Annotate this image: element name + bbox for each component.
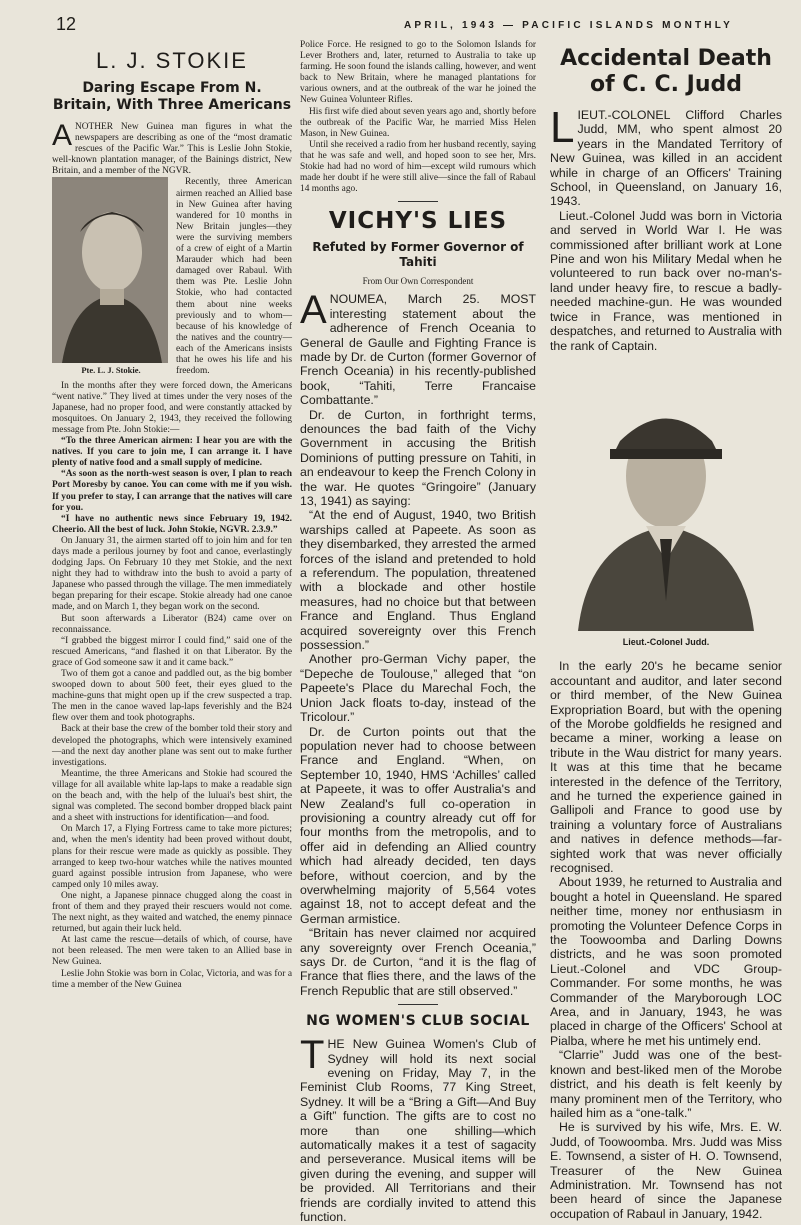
judd-photo-caption: Lieut.-Colonel Judd. bbox=[622, 636, 710, 647]
judd-article bbox=[550, 103, 782, 1221]
stokie-paragraph: Meantime, the three Americans and Stokie had scoured the village for all available white lap-laps to make a readable sign on the beach and, with the help of the luluai's best shirt, the signal was completed. The second bomber dropped black paint and a sheet with instructions for identification—and food. bbox=[52, 768, 292, 824]
stokie-title: L. J. STOKIE bbox=[96, 48, 248, 73]
judd-paragraph: IEUT.-COLONEL Clifford Charles Judd, MM, who spent almost 20 years in the Mandated Territory of New Guinea, was killed in an accident while in charge of an Officers' Training School, in Queensland, on January 16, 1943. bbox=[550, 108, 782, 209]
judd-paragraph: “Clarrie” Judd was one of the best-known and best-liked men of the Morobe district, and his death is felt keenly by many prominent men of the Territory, who hailed him as a “one-talk.” bbox=[550, 1048, 782, 1120]
stokie-drop-cap: A bbox=[52, 119, 73, 152]
vichy-article bbox=[300, 288, 536, 998]
stokie-portrait-photo bbox=[52, 177, 168, 363]
stokie-paragraph: Back at their base the crew of the bomber told their story and developed the photographs, which were intensively examined—and the next day another plane was sent out to make further investigations. bbox=[52, 724, 292, 768]
vichy-drop-cap: A bbox=[300, 288, 327, 333]
stokie-paragraph: Police Force. He resigned to go to the Solomon Islands for Lever Brothers and, later, returned to Australia to take up farming. He soon found the islands calling, however, and went back to New Britain, where he managed plantations for various owners, and at the outbreak of the war he joined the New Guinea Volunteer Rifles. bbox=[300, 40, 536, 106]
section-rule bbox=[398, 1004, 438, 1005]
ng-club-article bbox=[300, 1033, 536, 1225]
column-2 bbox=[300, 40, 536, 1225]
column-1 bbox=[52, 40, 292, 1041]
running-head: APRIL, 1943 — PACIFIC ISLANDS MONTHLY bbox=[404, 20, 733, 31]
stokie-paragraph: His first wife died about seven years ago and, shortly before the outbreak of the Pacific War, he married Miss Helen Mason, in New Guinea. bbox=[300, 106, 536, 139]
stokie-paragraph: Recently, three American airmen reached an Allied base in New Guinea after having wandered for 10 months in New Britain jungles—they were the surviving members of a crew of eight of a Martin Marauder which had been damaged over Rabaul. With them was Pte. Leslie John Stokie, who had contacted them about nine weeks previously and to whom—because of his knowledge of the natives and the country—each of the Americans insists that he owes his life and his freedom. bbox=[176, 177, 292, 377]
stokie-paragraph: On March 17, a Flying Fortress came to take more pictures; and, when the men's identity had been proved without doubt, plans for their rescue were made as quickly as possible. They arranged to keep two-hour watches while the natives mounted guard against possible intrusion from Japanese, who were camped only 10 miles away. bbox=[52, 824, 292, 890]
stokie-paragraph: NOTHER New Guinea man figures in what the newspapers are describing as one of the “most dramatic rescues of the Pacific War.” This is Leslie John Stokie, well-known plantation manager, of the Bainings district, New Britain, and a member of the NGVR. bbox=[52, 122, 292, 177]
vichy-paragraph: NOUMEA, March 25. MOST interesting statement about the adherence of French Oceania to General de Gaulle and Fighting France is made by Dr. de Curton (former Governor of French Oceania) in his recently-published book, “Tahiti, Terre Francaise Combattante.” bbox=[300, 292, 536, 408]
stokie-paragraph: But soon afterwards a Liberator (B24) came over on reconnaissance. bbox=[52, 613, 292, 635]
vichy-paragraph: Another pro-German Vichy paper, the “Depeche de Toulouse,” alleged that “on Papeete's Place du Marechal Foch, the Union Jack floats to-day, instead of the Tricolour.” bbox=[300, 652, 536, 725]
vichy-subtitle: Refuted by Former Governor of Tahiti bbox=[312, 240, 524, 270]
stokie-photo-caption: Pte. L. J. Stokie. bbox=[81, 365, 141, 376]
vichy-paragraph: Dr. de Curton, in forthright terms, denounces the bad faith of the Vichy Government in accusing the British Dominions of putting pressure on Tahiti, in an endeavour to keep the French Colony in the war. He quotes “Gringoire” (January 13, 1941) as saying: bbox=[300, 407, 536, 508]
vichy-correspondent: From Our Own Correspondent bbox=[362, 276, 474, 287]
vichy-paragraph: Dr. de Curton points out that the population never had to choose between France and England. “When, on September 10, 1940, HMS ‘Achilles’ called at Papeete, it was to offer Australia's and New Zealand's full co-operation in provisioning a country already cut off for four months from the metropolis, and to offer aid in defending an Allied country which had already decided, ten days before, without coercion, and by the overwhelming majority of 5,564 votes against 18, not to accept defeat and the German armistice. bbox=[300, 724, 536, 926]
stokie-continuation bbox=[300, 40, 536, 195]
judd-paragraph: In the early 20's he became senior accountant and auditor, and later second or third member, of the New Guinea Expropriation Board, but with the opening of the Morobe goldfields he resigned and became a miner, working a lease on tribute in the Wau district for many years. It was at this time that he became interested in the defence of the Territory, and he turned the experience gained in Gallipoli and France to good use by training a voluntary force of Australians and natives in defence methods—far-sighted work that was never officially recognised. bbox=[550, 659, 782, 875]
stokie-paragraph: Two of them got a canoe and paddled out, as the big bomber swooped down to about 500 feet, their eyes glued to the machine-guns that might open up if the crew suspected a trap. The men in the canoe waved lap-laps feverishly and the B24 flew over them and took photographs. bbox=[52, 669, 292, 724]
stokie-photo-block bbox=[52, 177, 170, 380]
stokie-paragraph: At last came the rescue—details of which, of course, have not been released. The men were taken to an Allied base in New Guinea. bbox=[52, 935, 292, 968]
stokie-paragraph: Leslie John Stokie was born in Colac, Victoria, and was for a time a member of the New Guinea bbox=[52, 968, 292, 990]
judd-paragraph: He is survived by his wife, Mrs. E. W. Judd, of Toowoomba. Mrs. Judd was Miss E. Townsend, a sister of H. O. Townsend, Treasurer of the New Guinea Administration. Mr. Townsend has not been heard of since the Japanese occupation of Rabaul in January, 1942. bbox=[550, 1120, 782, 1221]
stokie-message: “As soon as the north-west season is over, I plan to reach Port Moresby by canoe. You can come with me if you wish. If you prefer to stay, I can arrange that the natives will care for you. bbox=[52, 469, 292, 513]
stokie-subtitle: Daring Escape From N. Britain, With Three Americans bbox=[52, 80, 292, 113]
stokie-paragraph: In the months after they were forced down, the Americans “went native.” They lived at times under the very noses of the Japanese, had no proper food, and were constantly attacked by mosquitoes. On January 2, 1943, they received the following message from Pte. John Stokie:— bbox=[52, 380, 292, 435]
ng-club-paragraph: HE New Guinea Women's Club of Sydney will hold its next social evening on Friday, May 7, in the Feminist Club Rooms, 77 King Street, Sydney. It will be a “Bring a Gift—And Buy a Gift” function. The gifts are to cost no more than one shilling—which automatically makes it a test of sagacity and perseverance. Musical items will be given during the evening, and supper will be provided. All Territorians and their friends are cordially invited to attend this function. bbox=[300, 1037, 536, 1225]
judd-portrait-photo bbox=[568, 361, 764, 631]
judd-paragraph: About 1939, he returned to Australia and bought a hotel in Queensland. He spared neither time, money nor enthusiasm in promoting the Volunteer Defence Corps in the Toowoomba and Darling Downs districts, and he was soon promoted Lieut.-Colonel and VDC Group-Commander. For some months, he was Commander of the Maryborough LOC Area, and in January, 1943, he was placed in charge of the Officers' School at Pialba, where he met his untimely end. bbox=[550, 875, 782, 1048]
stokie-paragraph: Until she received a radio from her husband recently, saying that he was safe and well, and hoped soon to see her, Mrs. Stokie had had no word of him—except wild rumours which made her doubt if he were still alive—since the fall of Rabaul 14 months ago. bbox=[300, 139, 536, 195]
section-rule bbox=[398, 201, 438, 202]
judd-title: Accidental Death of C. C. Judd bbox=[560, 46, 772, 97]
stokie-message: “I have no authentic news since February 19, 1942. Cheerio. All the best of luck. John Stokie, NGVR. 2.3.9.” bbox=[52, 513, 292, 535]
column-3 bbox=[550, 40, 782, 1221]
ng-club-title: NG WOMEN'S CLUB SOCIAL bbox=[306, 1013, 530, 1030]
stokie-article bbox=[52, 119, 292, 991]
vichy-paragraph: “At the end of August, 1940, two British warships called at Papeete. As soon as they disembarked, they arrested the armed forces of the island and pretended to hold a referendum. The population, threatened with a blockade and other hostile measures, had no choice but that between France and England. Thus England acquired sovereignty over this French possession.” bbox=[300, 508, 536, 653]
vichy-title: VICHY'S LIES bbox=[328, 208, 508, 235]
stokie-paragraph: “I grabbed the biggest mirror I could find,” said one of the rescued Americans, “and flashed it on that Liberator. By the grace of God someone saw it and it came back.” bbox=[52, 635, 292, 668]
stokie-message: “To the three American airmen: I hear you are with the natives. If you care to join me, I can arrange it. I have plenty of native food and a small supply of medicine. bbox=[52, 436, 292, 469]
page-number: 12 bbox=[56, 14, 77, 34]
stokie-paragraph: On January 31, the airmen started off to join him and for ten days made a perilous journey by foot and canoe, everlastingly dodging Japs. On February 10 they met Stokie, and the next night they had to withdraw into the bush to avoid a party of Japanese who passed through the village. The men immediately began preparing for their escape. Stokie already had one canoe made, and on March 1, they began work on the second. bbox=[52, 535, 292, 613]
judd-paragraph: Lieut.-Colonel Judd was born in Victoria and served in World War I. He was commissioned after brilliant work at Lone Pine and won his Military Medal when he volunteered to run back over no-man's-land under heavy fire, to rescue a badly-needed machine-gun. He was wounded twice in France, was mentioned in despatches, and returned to Australia with the rank of Captain. bbox=[550, 208, 782, 353]
vichy-paragraph: “Britain has never claimed nor acquired any sovereignty over French Oceania,” says Dr. de Curton, “and it is the flag of France that flies there, and the laws of the French Republic that are still observed.” bbox=[300, 926, 536, 998]
judd-drop-cap: L bbox=[550, 103, 575, 152]
stokie-paragraph: One night, a Japanese pinnace chugged along the coast in front of them and they prayed their rescuers would not come. The next night, as they waited and watched, the enemy pinnace returned, but again their luck held. bbox=[52, 890, 292, 935]
ng-club-drop-cap: T bbox=[300, 1033, 325, 1078]
